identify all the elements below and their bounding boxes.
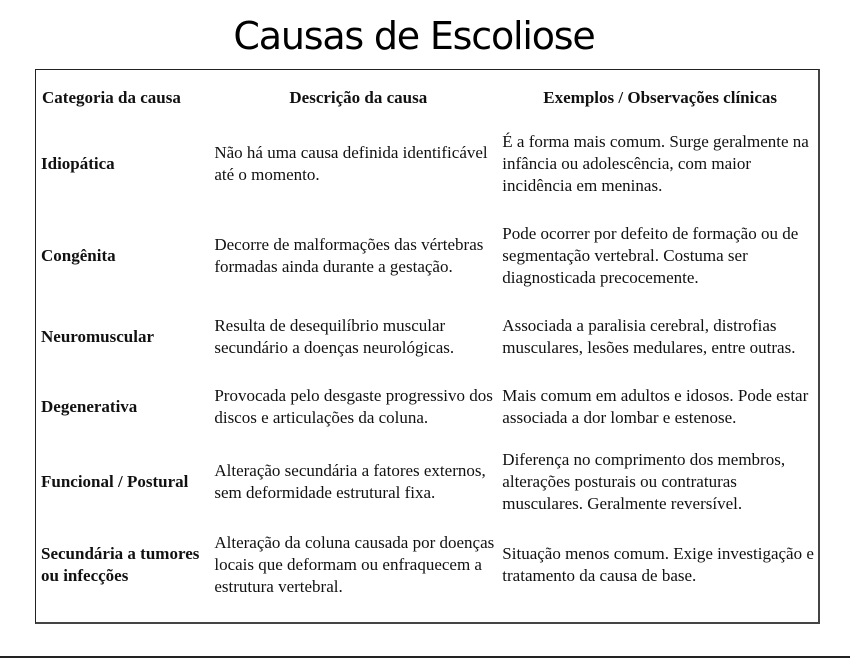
row-description: Provocada pelo desgaste progressivo dos discos e articulações da coluna. <box>214 386 493 427</box>
row-examples: Diferença no comprimento dos membros, alterações posturais ou contraturas musculares. Geralmente reversível. <box>502 450 786 513</box>
table-header-row <box>40 80 818 116</box>
table-row <box>40 300 818 374</box>
page-title: Causas de Escoliose <box>233 14 595 58</box>
row-category: Degenerativa <box>41 397 138 416</box>
causes-table-container <box>35 69 820 624</box>
row-description: Resulta de desequilíbrio muscular secundário a doenças neurológicas. <box>214 316 455 357</box>
row-category: Funcional / Postural <box>41 472 189 491</box>
header-category: Categoria da causa <box>42 88 181 107</box>
table-row <box>40 374 818 440</box>
row-description: Alteração da coluna causada por doenças locais que deformam ou enfraquecem a estrutura vertebral. <box>214 533 495 596</box>
causes-table <box>40 80 818 606</box>
row-category: Neuromuscular <box>41 327 155 346</box>
row-description: Não há uma causa definida identificável até o momento. <box>214 143 488 184</box>
row-category: Secundária a tumores ou infecções <box>41 544 200 585</box>
row-examples: É a forma mais comum. Surge geralmente na infância ou adolescência, com maior incidência em meninas. <box>502 132 809 195</box>
row-category: Congênita <box>41 246 116 265</box>
row-description: Decorre de malformações das vértebras formadas ainda durante a gestação. <box>214 235 484 276</box>
row-examples: Associada a paralisia cerebral, distrofias musculares, lesões medulares, entre outras. <box>502 316 796 357</box>
table-row <box>40 440 818 524</box>
row-category: Idiopática <box>41 154 115 173</box>
row-examples: Situação menos comum. Exige investigação e tratamento da causa de base. <box>502 544 814 585</box>
row-examples: Mais comum em adultos e idosos. Pode estar associada a dor lombar e estenose. <box>502 386 809 427</box>
row-examples: Pode ocorrer por defeito de formação ou de segmentação vertebral. Costuma ser diagnosticada precocemente. <box>502 224 799 287</box>
table-row <box>40 524 818 606</box>
row-description: Alteração secundária a fatores externos, sem deformidade estrutural fixa. <box>214 461 486 502</box>
table-row <box>40 116 818 212</box>
header-examples: Exemplos / Observações clínicas <box>543 88 778 107</box>
header-description: Descrição da causa <box>289 88 428 107</box>
table-row <box>40 212 818 300</box>
